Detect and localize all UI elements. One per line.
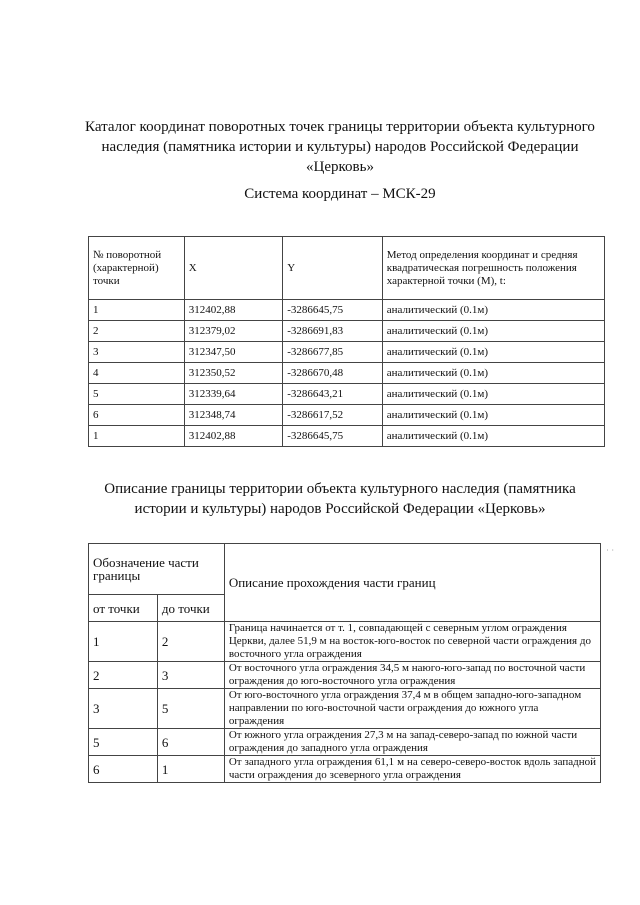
header-x: X xyxy=(184,237,282,300)
from-point: 6 xyxy=(89,756,158,783)
point-number: 5 xyxy=(89,384,185,405)
segment-description: От восточного угла ограждения 34,5 м наюго-юго-запад по восточной части ограждения до юго-восточного угла ограждения xyxy=(224,662,600,689)
segment-description: Граница начинается от т. 1, совпадающей с северным углом ограждения Церкви, далее 51,9 м на восток-юго-восток по северной части ограждения до восточного угла ограждения xyxy=(224,622,600,662)
table-header-row xyxy=(89,544,601,595)
header-description: Описание прохождения части границ xyxy=(224,544,600,622)
description-title: Описание границы территории объекта культурного наследия (памятника истории и культуры) народов Российской Федерации «Церковь» xyxy=(104,481,576,517)
coordinates-table xyxy=(88,236,605,447)
table-row xyxy=(89,662,601,689)
catalog-title: Каталог координат поворотных точек границы территории объекта культурного наследия (памятника истории и культуры) народов Российской Федерации «Церковь» xyxy=(85,119,595,175)
table-row xyxy=(89,689,601,729)
x-value: 312402,88 xyxy=(184,300,282,321)
header-from-point: от точки xyxy=(89,595,158,622)
point-number: 6 xyxy=(89,405,185,426)
header-method: Метод определения координат и средняя квадратическая погрешность положения характерной точки (М), t: xyxy=(382,237,604,300)
segment-description: От южного угла ограждения 27,3 м на запад-северо-запад по южной части ограждения до западного угла ограждения xyxy=(224,729,600,756)
table-row xyxy=(89,342,605,363)
y-value: -3286617,52 xyxy=(283,405,383,426)
table-row xyxy=(89,363,605,384)
y-value: -3286670,48 xyxy=(283,363,383,384)
segment-description: От западного угла ограждения 61,1 м на северо-северо-восток вдоль западной части ограждения до зсеверного угла ограждения xyxy=(224,756,600,783)
x-value: 312402,88 xyxy=(184,426,282,447)
to-point: 3 xyxy=(157,662,224,689)
header-boundary-part: Обозначение части границы xyxy=(89,544,225,595)
y-value: -3286691,83 xyxy=(283,321,383,342)
to-point: 5 xyxy=(157,689,224,729)
x-value: 312350,52 xyxy=(184,363,282,384)
from-point: 3 xyxy=(89,689,158,729)
table-row xyxy=(89,321,605,342)
method-value: аналитический (0.1м) xyxy=(382,342,604,363)
point-number: 4 xyxy=(89,363,185,384)
from-point: 5 xyxy=(89,729,158,756)
x-value: 312339,64 xyxy=(184,384,282,405)
method-value: аналитический (0.1м) xyxy=(382,363,604,384)
from-point: 1 xyxy=(89,622,158,662)
table-row xyxy=(89,384,605,405)
coordinate-system: Система координат – МСК-29 xyxy=(244,186,436,202)
table-row xyxy=(89,405,605,426)
table-row xyxy=(89,622,601,662)
point-number: 2 xyxy=(89,321,185,342)
method-value: аналитический (0.1м) xyxy=(382,384,604,405)
segment-description: От юго-восточного угла ограждения 37,4 м в общем западно-юго-западном направлении по юго-восточной части ограждения до южного угла ограждения xyxy=(224,689,600,729)
header-y: Y xyxy=(283,237,383,300)
y-value: -3286645,75 xyxy=(283,426,383,447)
method-value: аналитический (0.1м) xyxy=(382,300,604,321)
y-value: -3286677,85 xyxy=(283,342,383,363)
to-point: 2 xyxy=(157,622,224,662)
x-value: 312379,02 xyxy=(184,321,282,342)
point-number: 3 xyxy=(89,342,185,363)
table-row xyxy=(89,756,601,783)
to-point: 1 xyxy=(157,756,224,783)
point-number: 1 xyxy=(89,300,185,321)
method-value: аналитический (0.1м) xyxy=(382,405,604,426)
method-value: аналитический (0.1м) xyxy=(382,426,604,447)
header-to-point: до точки xyxy=(157,595,224,622)
table-row xyxy=(89,426,605,447)
header-point-number: № поворотной (характерной) точки xyxy=(89,237,185,300)
point-number: 1 xyxy=(89,426,185,447)
to-point: 6 xyxy=(157,729,224,756)
method-value: аналитический (0.1м) xyxy=(382,321,604,342)
y-value: -3286645,75 xyxy=(283,300,383,321)
boundary-description-table xyxy=(88,543,601,783)
scan-speck: ˙ ˙ xyxy=(606,548,615,558)
table-row xyxy=(89,300,605,321)
from-point: 2 xyxy=(89,662,158,689)
x-value: 312347,50 xyxy=(184,342,282,363)
table-header-row xyxy=(89,237,605,300)
y-value: -3286643,21 xyxy=(283,384,383,405)
table-row xyxy=(89,729,601,756)
x-value: 312348,74 xyxy=(184,405,282,426)
